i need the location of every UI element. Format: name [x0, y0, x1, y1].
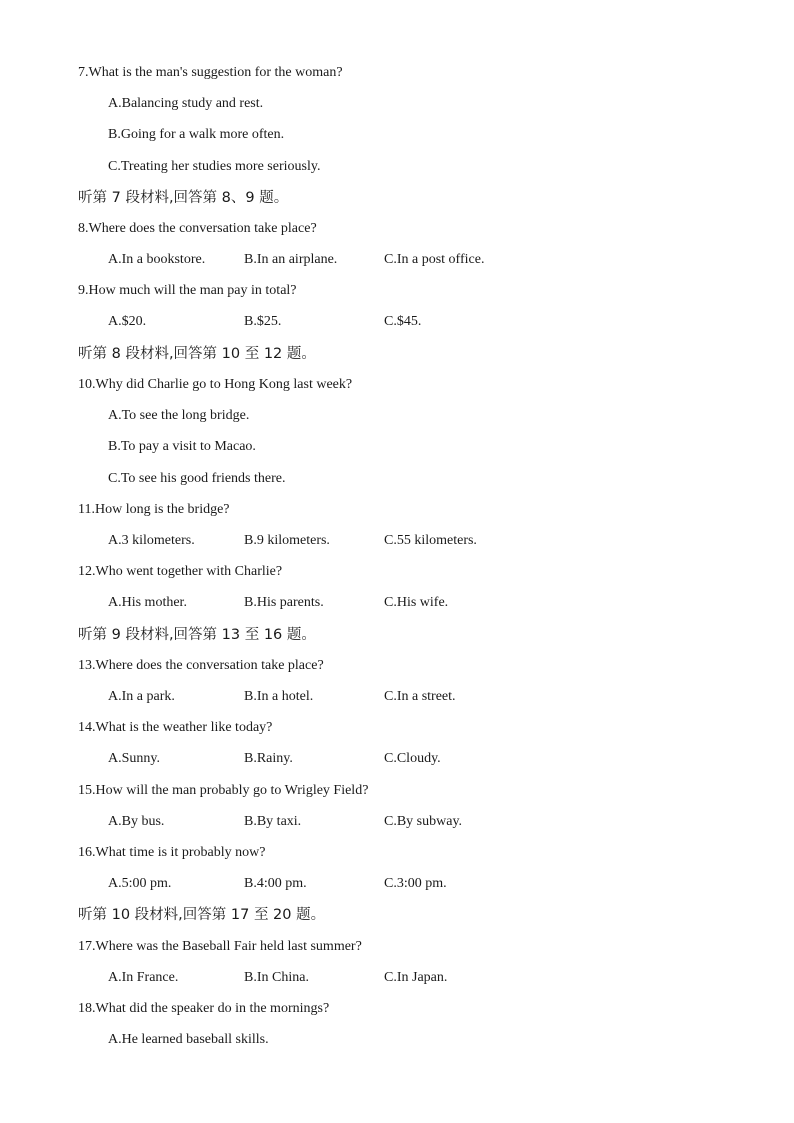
option-8b: B.In an airplane.: [244, 252, 338, 267]
section-heading-7: 听第 7 段材料,回答第 8、9 题。: [78, 190, 289, 206]
option-15c: C.By subway.: [384, 814, 463, 829]
option-10b: B.To pay a visit to Macao.: [108, 439, 256, 454]
option-14c: C.Cloudy.: [384, 751, 441, 766]
option-13a: A.In a park.: [108, 689, 175, 704]
option-17b: B.In China.: [244, 970, 309, 985]
option-17c: C.In Japan.: [384, 970, 448, 985]
option-17a: A.In France.: [108, 970, 179, 985]
option-7a: A.Balancing study and rest.: [108, 96, 264, 111]
question-14: 14.What is the weather like today?: [78, 720, 273, 735]
question-9: 9.How much will the man pay in total?: [78, 283, 297, 298]
options-row-11: [0, 532, 794, 550]
option-16c: C.3:00 pm.: [384, 876, 447, 891]
option-12b: B.His parents.: [244, 595, 324, 610]
option-14a: A.Sunny.: [108, 751, 160, 766]
question-7: 7.What is the man's suggestion for the woman?: [78, 65, 343, 80]
option-16b: B.4:00 pm.: [244, 876, 307, 891]
section-heading-9: 听第 9 段材料,回答第 13 至 16 题。: [78, 627, 316, 643]
option-9c: C.$45.: [384, 314, 422, 329]
option-15a: A.By bus.: [108, 814, 165, 829]
option-10a: A.To see the long bridge.: [108, 408, 250, 423]
option-12a: A.His mother.: [108, 595, 187, 610]
option-15b: B.By taxi.: [244, 814, 302, 829]
option-14b: B.Rainy.: [244, 751, 293, 766]
question-17: 17.Where was the Baseball Fair held last summer?: [78, 939, 362, 954]
options-row-13: [0, 688, 794, 706]
option-13c: C.In a street.: [384, 689, 456, 704]
option-9b: B.$25.: [244, 314, 282, 329]
option-11b: B.9 kilometers.: [244, 533, 330, 548]
options-row-9: [0, 313, 794, 331]
question-12: 12.Who went together with Charlie?: [78, 564, 283, 579]
question-18: 18.What did the speaker do in the mornings?: [78, 1001, 330, 1016]
question-16: 16.What time is it probably now?: [78, 845, 266, 860]
question-11: 11.How long is the bridge?: [78, 502, 230, 517]
question-8: 8.Where does the conversation take place?: [78, 221, 317, 236]
option-8a: A.In a bookstore.: [108, 252, 206, 267]
question-10: 10.Why did Charlie go to Hong Kong last week?: [78, 377, 353, 392]
options-row-16: [0, 875, 794, 893]
option-8c: C.In a post office.: [384, 252, 485, 267]
section-heading-8: 听第 8 段材料,回答第 10 至 12 题。: [78, 346, 316, 362]
section-heading-10: 听第 10 段材料,回答第 17 至 20 题。: [78, 907, 326, 923]
option-10c: C.To see his good friends there.: [108, 471, 286, 486]
question-15: 15.How will the man probably go to Wrigley Field?: [78, 783, 369, 798]
option-7c: C.Treating her studies more seriously.: [108, 159, 321, 174]
option-12c: C.His wife.: [384, 595, 449, 610]
option-18a: A.He learned baseball skills.: [108, 1032, 269, 1047]
question-13: 13.Where does the conversation take place?: [78, 658, 324, 673]
option-11c: C.55 kilometers.: [384, 533, 477, 548]
option-13b: B.In a hotel.: [244, 689, 314, 704]
options-row-15: [0, 813, 794, 831]
option-16a: A.5:00 pm.: [108, 876, 172, 891]
options-row-14: [0, 750, 794, 768]
options-row-8: [0, 251, 794, 269]
options-row-12: [0, 594, 794, 612]
option-11a: A.3 kilometers.: [108, 533, 195, 548]
option-7b: B.Going for a walk more often.: [108, 127, 285, 142]
option-9a: A.$20.: [108, 314, 147, 329]
options-row-17: [0, 969, 794, 987]
